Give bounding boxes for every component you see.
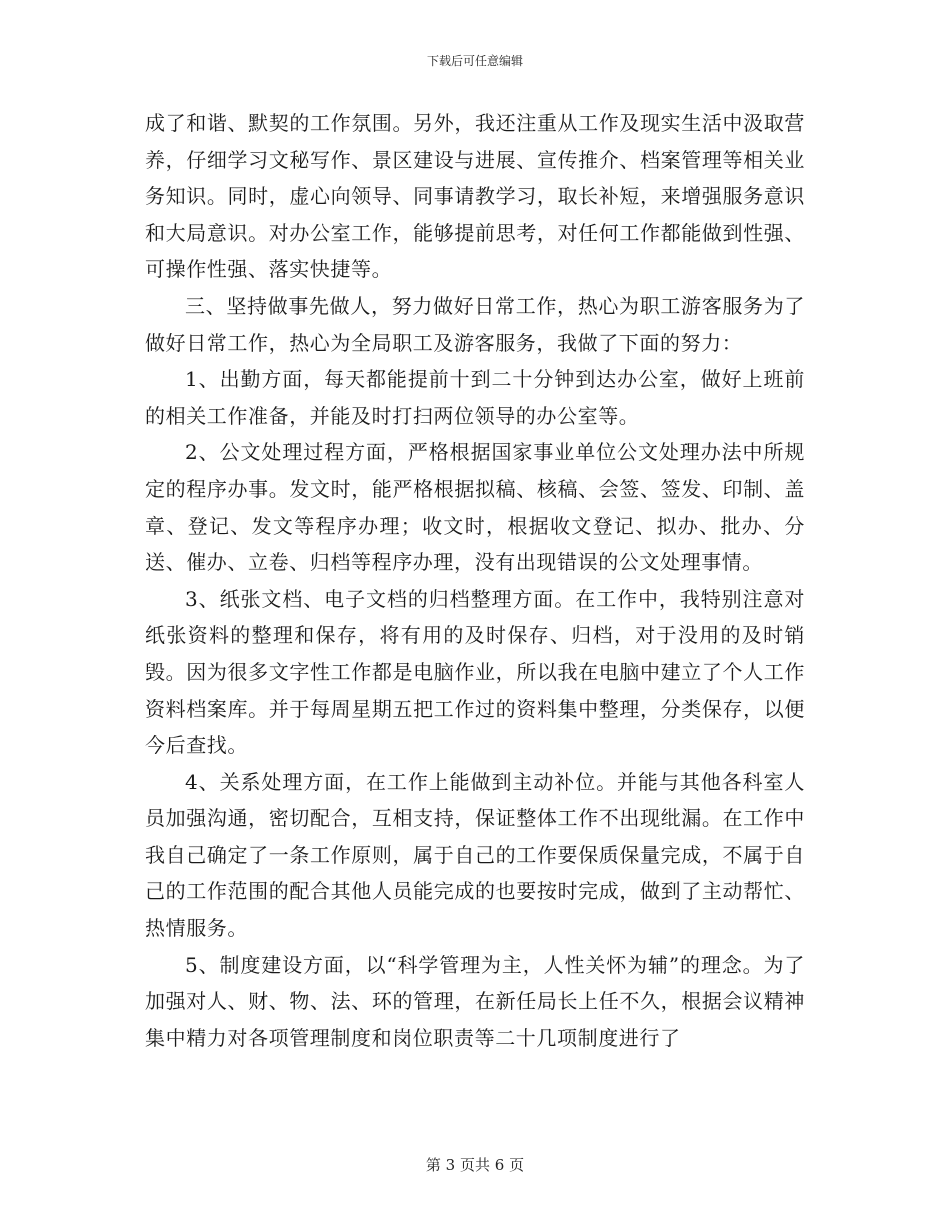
paragraph-section-three: 三、坚持做事先做人，努力做好日常工作，热心为职工游客服务为了做好日常工作，热心为全局职工及游客服务，我做了下面的努力： (145, 293, 805, 355)
page-header-note: 下载后可任意编辑 (426, 54, 523, 68)
paragraph-item-document-processing: 2、公文处理过程方面，严格根据国家事业单位公文处理办法中所规定的程序办事。发文时，能严格根据拟稿、核稿、会签、签发、印制、盖章、登记、发文等程序办理；收文时，根据收文登记、拟办、批办、分送、催办、立卷、归档等程序办理，没有出现错误的公文处理事情。 (145, 440, 805, 575)
paragraph-continuation: 成了和谐、默契的工作氛围。另外，我还注重从工作及现实生活中汲取营养，仔细学习文秘写作、景区建设与进展、宣传推介、档案管理等相关业务知识。同时，虚心向领导、同事请教学习，取长补短，来增强服务意识和大局意识。对办公室工作，能够提前思考，对任何工作都能做到性强、可操作性强、落实快捷等。 (145, 111, 805, 282)
paragraph-item-system-building: 5、制度建设方面，以“科学管理为主，人性关怀为辅”的理念。为了加强对人、财、物、法、环的管理，在新任局长上任不久，根据会议精神集中精力对各项管理制度和岗位职责等二十几项制度进行了 (145, 952, 805, 1050)
paragraph-item-relations: 4、关系处理方面，在工作上能做到主动补位。并能与其他各科室人员加强沟通，密切配合，互相支持，保证整体工作不出现纰漏。在工作中我自己确定了一条工作原则，属于自己的工作要保质保量完成，不属于自己的工作范围的配合其他人员能完成的也要按时完成，做到了主动帮忙、热情服务。 (145, 769, 805, 941)
page-number-footer: 第 3 页共 6 页 (425, 1156, 525, 1174)
paragraph-item-attendance: 1、出勤方面，每天都能提前十到二十分钟到达办公室，做好上班前的相关工作准备，并能及时打扫两位领导的办公室等。 (145, 367, 805, 428)
paragraph-item-archiving: 3、纸张文档、电子文档的归档整理方面。在工作中，我特别注意对纸张资料的整理和保存，将有用的及时保存、归档，对于没用的及时销毁。因为很多文字性工作都是电脑作业，所以我在电脑中建立了个人工作资料档案库。并于每周星期五把工作过的资料集中整理，分类保存，以便今后查找。 (145, 586, 805, 758)
document-body (145, 105, 805, 1056)
